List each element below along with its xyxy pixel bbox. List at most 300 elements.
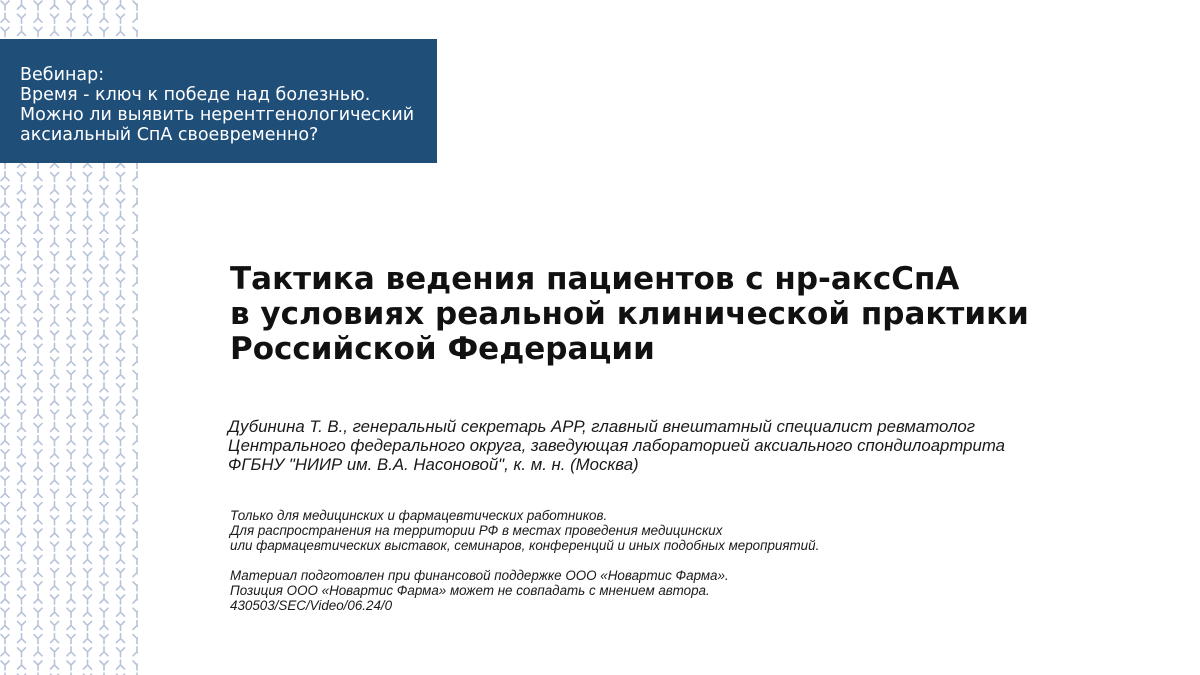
y-shape-mark: [67, 371, 75, 380]
y-shape-mark: [84, 305, 92, 314]
y-shape-mark: [51, 621, 59, 630]
y-shape-mark: [51, 199, 59, 208]
y-shape-mark: [67, 344, 75, 353]
webinar-header-box: [0, 39, 437, 163]
y-shape-mark: [84, 26, 92, 35]
y-shape-mark: [34, 608, 42, 617]
y-shape-mark: [67, 13, 75, 22]
y-shape-mark: [84, 290, 92, 299]
y-shape-mark: [67, 27, 75, 36]
y-shape-mark: [34, 555, 42, 564]
y-shape-mark: [18, 607, 26, 616]
webinar-title-line: аксиальный СпА своевременно?: [20, 125, 319, 145]
y-shape-mark: [84, 384, 92, 393]
y-shape-mark: [1, 356, 9, 365]
y-shape-mark: [67, 304, 75, 313]
y-shape-mark: [51, 595, 59, 604]
y-shape-mark: [133, 476, 138, 485]
y-shape-mark: [18, 26, 26, 35]
y-shape-mark: [18, 437, 26, 446]
y-shape-mark: [34, 661, 42, 670]
y-shape-mark: [34, 383, 42, 392]
y-shape-mark: [133, 503, 138, 512]
y-shape-mark: [100, 330, 108, 339]
y-shape-mark: [117, 595, 125, 604]
y-shape-mark: [67, 265, 75, 274]
webinar-title-line: Можно ли выявить нерентгенологический: [20, 105, 415, 125]
y-shape-mark: [133, 277, 138, 286]
y-shape-mark: [51, 343, 59, 352]
y-shape-mark: [84, 516, 92, 525]
y-shape-mark: [84, 396, 92, 405]
y-shape-mark: [34, 436, 42, 445]
distribution-notice-line: Только для медицинских и фармацевтических работников.: [230, 508, 608, 523]
y-shape-mark: [100, 212, 108, 221]
author-line: ФГБНУ "НИИР им. В.А. Насоновой", к. м. н. (Москва): [228, 455, 639, 474]
y-shape-mark: [34, 27, 42, 36]
y-shape-mark: [18, 449, 26, 458]
author-line: Центрального федерального округа, заведующая лабораторией аксиального спондилоартрита: [228, 436, 1005, 455]
y-shape-mark: [117, 634, 125, 643]
y-shape-mark: [84, 264, 92, 273]
y-shape-mark: [51, 528, 59, 537]
y-shape-mark: [51, 607, 59, 616]
y-shape-mark: [84, 489, 92, 498]
y-shape-mark: [34, 462, 42, 471]
y-shape-mark: [51, 634, 59, 643]
y-shape-mark: [84, 621, 92, 630]
y-shape-mark: [1, 503, 9, 512]
y-shape-mark: [34, 344, 42, 353]
y-shape-mark: [18, 290, 26, 299]
y-shape-mark: [117, 569, 125, 578]
y-shape-mark: [51, 475, 59, 484]
y-shape-mark: [51, 384, 59, 393]
y-shape-mark: [84, 502, 92, 511]
y-shape-mark: [34, 172, 42, 181]
y-shape-mark: [67, 608, 75, 617]
y-shape-mark: [84, 370, 92, 379]
y-shape-mark: [1, 541, 9, 550]
y-shape-mark: [133, 186, 138, 195]
y-shape-mark: [1, 488, 9, 497]
y-shape-mark: [100, 450, 108, 459]
y-shape-mark: [100, 172, 108, 181]
y-shape-mark: [67, 423, 75, 432]
author-block: [228, 417, 1188, 474]
y-shape-mark: [117, 305, 125, 314]
y-shape-mark: [100, 635, 108, 644]
y-shape-mark: [117, 502, 125, 511]
y-shape-mark: [67, 356, 75, 365]
y-shape-mark: [51, 211, 59, 220]
y-shape-mark: [117, 410, 125, 419]
y-shape-mark: [1, 409, 9, 418]
y-shape-mark: [133, 635, 138, 644]
y-shape-mark: [117, 621, 125, 630]
y-shape-mark: [67, 555, 75, 564]
y-shape-mark: [100, 541, 108, 550]
y-shape-mark: [18, 554, 26, 563]
y-shape-mark: [51, 422, 59, 431]
presentation-title: [230, 262, 1190, 367]
y-shape-mark: [133, 462, 138, 471]
y-shape-mark: [84, 238, 92, 247]
y-shape-mark: [117, 290, 125, 299]
y-shape-mark: [51, 238, 59, 247]
y-shape-mark: [51, 569, 59, 578]
y-shape-mark: [100, 529, 108, 538]
y-shape-mark: [1, 13, 9, 22]
y-shape-mark: [117, 384, 125, 393]
y-shape-mark: [34, 330, 42, 339]
y-shape-mark: [133, 529, 138, 538]
y-shape-mark: [34, 239, 42, 248]
y-shape-mark: [100, 1, 108, 10]
y-shape-mark: [34, 1, 42, 10]
y-shape-mark: [51, 648, 59, 657]
y-shape-mark: [18, 278, 26, 287]
y-shape-mark: [18, 542, 26, 551]
y-shape-mark: [100, 436, 108, 445]
y-shape-mark: [117, 516, 125, 525]
y-shape-mark: [100, 277, 108, 286]
y-shape-mark: [133, 397, 138, 406]
y-shape-mark: [84, 463, 92, 472]
y-shape-mark: [34, 277, 42, 286]
y-shape-mark: [117, 238, 125, 247]
y-shape-mark: [34, 568, 42, 577]
y-shape-mark: [51, 502, 59, 511]
y-shape-mark: [51, 264, 59, 273]
y-shape-mark: [117, 475, 125, 484]
y-shape-mark: [34, 356, 42, 365]
y-shape-mark: [84, 554, 92, 563]
title-line: в условиях реальной клинической практики: [230, 296, 1029, 332]
y-shape-mark: [117, 607, 125, 616]
y-shape-mark: [18, 252, 26, 261]
y-shape-mark: [1, 291, 9, 300]
y-shape-mark: [1, 318, 9, 327]
y-shape-mark: [133, 541, 138, 550]
y-shape-mark: [18, 463, 26, 472]
y-shape-mark: [18, 648, 26, 657]
y-shape-mark: [100, 371, 108, 380]
y-shape-mark: [100, 661, 108, 670]
y-shape-mark: [133, 620, 138, 629]
y-shape-mark: [133, 436, 138, 445]
y-shape-mark: [67, 239, 75, 248]
y-shape-mark: [117, 489, 125, 498]
y-shape-mark: [51, 317, 59, 326]
sponsor-notice-line: Позиция ООО «Новартис Фарма» может не совпадать с мнением автора.: [230, 583, 710, 598]
y-shape-mark: [100, 423, 108, 432]
material-code: 430503/SEC/Video/06.24/0: [230, 598, 393, 613]
y-shape-mark: [34, 582, 42, 591]
y-shape-mark: [34, 529, 42, 538]
y-shape-mark: [18, 343, 26, 352]
y-shape-mark: [133, 568, 138, 577]
y-shape-mark: [117, 581, 125, 590]
y-shape-mark: [18, 264, 26, 273]
y-shape-mark: [100, 488, 108, 497]
y-shape-mark: [1, 568, 9, 577]
y-shape-mark: [67, 582, 75, 591]
y-shape-mark: [1, 397, 9, 406]
y-shape-mark: [133, 488, 138, 497]
y-shape-mark: [51, 0, 59, 9]
y-shape-mark: [67, 291, 75, 300]
y-shape-mark: [67, 436, 75, 445]
y-shape-mark: [67, 488, 75, 497]
y-shape-mark: [67, 330, 75, 339]
y-shape-mark: [117, 185, 125, 194]
y-shape-mark: [1, 647, 9, 656]
y-shape-mark: [51, 437, 59, 446]
y-shape-mark: [133, 291, 138, 300]
y-shape-mark: [18, 185, 26, 194]
y-shape-mark: [84, 343, 92, 352]
y-shape-mark: [67, 198, 75, 207]
y-shape-mark: [67, 450, 75, 459]
y-shape-mark: [34, 409, 42, 418]
y-shape-mark: [117, 528, 125, 537]
y-shape-mark: [67, 515, 75, 524]
distribution-notice-line: или фармацевтических выставок, семинаров, конференций и иных подобных мероприятий.: [230, 538, 820, 553]
y-shape-mark: [117, 449, 125, 458]
y-shape-mark: [34, 318, 42, 327]
y-shape-mark: [51, 489, 59, 498]
y-shape-mark: [51, 278, 59, 287]
y-shape-mark: [84, 331, 92, 340]
y-shape-mark: [117, 463, 125, 472]
y-shape-mark: [1, 436, 9, 445]
y-shape-mark: [117, 278, 125, 287]
y-shape-mark: [18, 516, 26, 525]
author-line: Дубинина Т. В., генеральный секретарь АРР, главный внештатный специалист ревматолог: [228, 417, 976, 436]
y-shape-mark: [100, 476, 108, 485]
y-shape-mark: [18, 14, 26, 23]
y-shape-mark: [18, 528, 26, 537]
y-shape-mark: [34, 291, 42, 300]
y-shape-mark: [34, 397, 42, 406]
y-shape-mark: [51, 516, 59, 525]
y-shape-mark: [51, 449, 59, 458]
y-shape-mark: [117, 173, 125, 182]
y-shape-mark: [117, 660, 125, 669]
y-shape-mark: [1, 277, 9, 286]
y-shape-mark: [133, 647, 138, 656]
y-shape-mark: [1, 172, 9, 181]
y-shape-mark: [51, 463, 59, 472]
y-shape-mark: [100, 503, 108, 512]
y-shape-mark: [100, 265, 108, 274]
y-shape-mark: [18, 331, 26, 340]
y-shape-mark: [84, 422, 92, 431]
y-shape-mark: [84, 14, 92, 23]
y-shape-mark: [84, 252, 92, 261]
y-shape-mark: [117, 343, 125, 352]
y-shape-mark: [117, 331, 125, 340]
y-shape-mark: [34, 304, 42, 313]
y-shape-mark: [100, 594, 108, 603]
y-shape-mark: [67, 503, 75, 512]
y-shape-mark: [133, 450, 138, 459]
y-shape-mark: [34, 371, 42, 380]
y-shape-mark: [51, 185, 59, 194]
y-shape-mark: [67, 409, 75, 418]
y-shape-mark: [133, 409, 138, 418]
y-shape-mark: [18, 0, 26, 9]
y-shape-mark: [133, 383, 138, 392]
y-shape-mark: [117, 648, 125, 657]
y-shape-mark: [18, 660, 26, 669]
y-shape-mark: [67, 476, 75, 485]
y-shape-mark: [67, 541, 75, 550]
y-shape-mark: [1, 608, 9, 617]
y-shape-mark: [67, 1, 75, 10]
y-shape-mark: [34, 594, 42, 603]
y-shape-mark: [133, 265, 138, 274]
title-line: Российской Федерации: [230, 331, 655, 367]
y-shape-mark: [34, 450, 42, 459]
y-shape-mark: [1, 1, 9, 10]
y-shape-mark: [18, 502, 26, 511]
y-shape-mark: [117, 357, 125, 366]
y-shape-mark: [1, 27, 9, 36]
y-shape-mark: [84, 225, 92, 234]
y-shape-mark: [18, 422, 26, 431]
y-shape-mark: [1, 212, 9, 221]
y-shape-mark: [51, 14, 59, 23]
y-shape-mark: [34, 212, 42, 221]
y-shape-mark: [100, 409, 108, 418]
y-shape-mark: [18, 384, 26, 393]
y-shape-mark: [18, 370, 26, 379]
y-shape-mark: [133, 344, 138, 353]
y-shape-mark: [100, 356, 108, 365]
y-shape-mark: [1, 555, 9, 564]
y-shape-mark: [100, 318, 108, 327]
y-shape-mark: [117, 26, 125, 35]
y-shape-mark: [67, 647, 75, 656]
webinar-label: Вебинар:: [20, 65, 105, 85]
y-shape-mark: [84, 569, 92, 578]
y-shape-mark: [133, 594, 138, 603]
y-shape-mark: [84, 542, 92, 551]
webinar-title-line: Время - ключ к победе над болезнью.: [20, 85, 371, 105]
y-shape-mark: [100, 647, 108, 656]
y-shape-mark: [133, 198, 138, 207]
y-shape-mark: [67, 172, 75, 181]
y-shape-mark: [117, 211, 125, 220]
y-shape-mark: [51, 26, 59, 35]
y-shape-mark: [51, 357, 59, 366]
y-shape-mark: [34, 647, 42, 656]
y-shape-mark: [133, 224, 138, 233]
y-shape-mark: [1, 620, 9, 629]
y-shape-mark: [133, 1, 138, 10]
y-shape-mark: [100, 251, 108, 260]
y-shape-mark: [18, 475, 26, 484]
y-shape-mark: [84, 278, 92, 287]
y-shape-mark: [18, 211, 26, 220]
y-shape-mark: [1, 330, 9, 339]
y-shape-mark: [100, 582, 108, 591]
y-shape-mark: [18, 305, 26, 314]
y-shape-mark: [1, 462, 9, 471]
y-shape-mark: [133, 423, 138, 432]
y-shape-mark: [34, 620, 42, 629]
y-shape-mark: [117, 370, 125, 379]
y-shape-mark: [133, 515, 138, 524]
y-shape-mark: [34, 635, 42, 644]
y-shape-mark: [84, 648, 92, 657]
y-shape-mark: [117, 542, 125, 551]
y-shape-mark: [133, 356, 138, 365]
y-shape-mark: [51, 542, 59, 551]
y-shape-mark: [100, 344, 108, 353]
y-shape-mark: [100, 620, 108, 629]
y-shape-mark: [18, 317, 26, 326]
y-shape-mark: [100, 198, 108, 207]
y-shape-mark: [67, 318, 75, 327]
y-shape-mark: [18, 225, 26, 234]
y-shape-mark: [18, 489, 26, 498]
y-shape-mark: [100, 608, 108, 617]
y-shape-mark: [51, 305, 59, 314]
y-shape-mark: [84, 211, 92, 220]
y-shape-mark: [51, 290, 59, 299]
y-shape-mark: [67, 383, 75, 392]
y-shape-mark: [34, 186, 42, 195]
y-shape-mark: [84, 317, 92, 326]
y-shape-mark: [133, 318, 138, 327]
y-shape-mark: [117, 14, 125, 23]
y-shape-mark: [84, 581, 92, 590]
y-shape-mark: [84, 660, 92, 669]
y-shape-mark: [133, 661, 138, 670]
y-shape-mark: [84, 607, 92, 616]
disclaimer-block: [230, 508, 1130, 613]
y-shape-mark: [34, 423, 42, 432]
y-shape-mark: [1, 224, 9, 233]
y-shape-mark: [34, 265, 42, 274]
y-shape-mark: [100, 383, 108, 392]
y-shape-mark: [67, 620, 75, 629]
y-shape-mark: [51, 396, 59, 405]
y-shape-mark: [100, 397, 108, 406]
title-line: Тактика ведения пациентов с нр-аксСпА: [230, 261, 960, 297]
y-shape-mark: [67, 186, 75, 195]
y-shape-mark: [133, 172, 138, 181]
y-shape-mark: [34, 251, 42, 260]
y-shape-mark: [1, 371, 9, 380]
y-shape-mark: [1, 239, 9, 248]
y-shape-mark: [18, 634, 26, 643]
y-shape-mark: [18, 595, 26, 604]
y-shape-mark: [34, 488, 42, 497]
y-shape-mark: [133, 371, 138, 380]
y-shape-mark: [84, 0, 92, 9]
y-shape-mark: [1, 476, 9, 485]
y-shape-mark: [117, 554, 125, 563]
y-shape-mark: [51, 331, 59, 340]
y-shape-mark: [1, 515, 9, 524]
y-shape-mark: [34, 476, 42, 485]
y-shape-mark: [51, 370, 59, 379]
y-shape-mark: [84, 634, 92, 643]
